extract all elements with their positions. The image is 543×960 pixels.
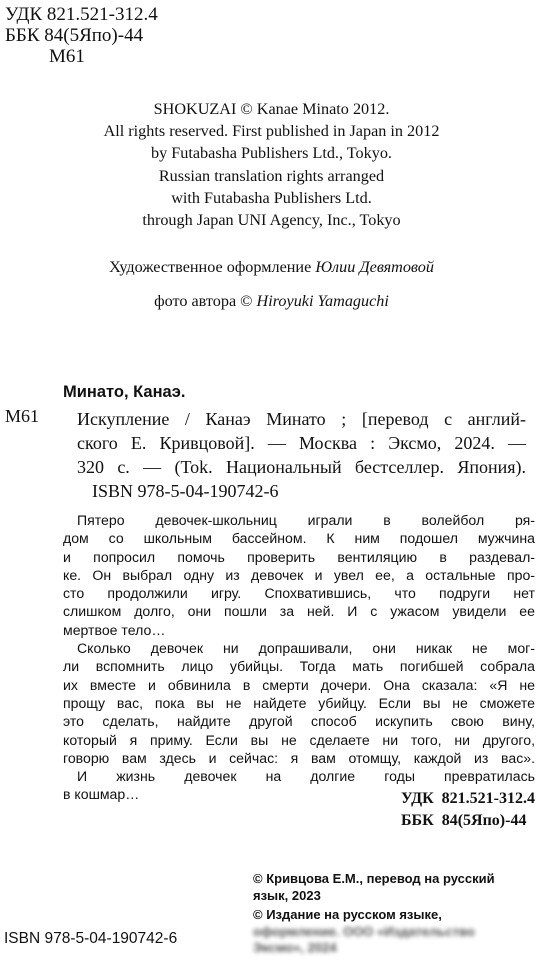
annotation-line: ке. Он выбрал одну из девочек и увел ее, а остальные про- (63, 566, 535, 583)
annotation (63, 511, 535, 804)
annotation-line: который я приму. Если вы не сделаете ни того, ни другого, (63, 731, 535, 748)
annotation-line: и попросил помочь проверить вентиляцию в раздевал- (63, 548, 535, 565)
bottom-udk (401, 788, 535, 810)
entry-sign: М61 (5, 406, 40, 426)
copyright-block (253, 871, 543, 960)
copyright-line: © Издание на русском языке, (253, 907, 442, 922)
entry-line: Искупление / Канаэ Минато ; [перевод с англий- (77, 409, 526, 429)
bottom-isbn: ISBN 978-5-04-190742-6 (4, 930, 178, 947)
copyright-line: © Кривцова Е.М., перевод на русский (253, 871, 495, 886)
bottom-udk-value: 821.521-312.4 (441, 790, 535, 807)
entry-line: 320 с. — (Tok. Национальный бестселлер. Япония). (77, 457, 526, 477)
rights-line: with Futabasha Publishers Ltd. (171, 188, 372, 207)
bottom-bbk (401, 810, 535, 832)
annotation-line: прощу вас, пока вы не найдете убийцу. Если вы не сможете (63, 694, 535, 711)
annotation-line: говорю вам здесь и сейчас: я вам отомщу, каждой из вас». (63, 749, 535, 766)
classification-codes (5, 4, 158, 67)
annotation-line: это сделать, найдите другой способ искупить свою вину, (63, 713, 535, 730)
annotation-line: слишком долго, они пошли за ней. И с ужасом увидели ее (63, 603, 535, 620)
annotation-line: И жизнь девочек на долгие годы превратилась (77, 768, 535, 785)
udk-code: УДК 821.521-312.4 (5, 4, 158, 25)
designer-name: Юлии Девятовой (315, 258, 434, 276)
translation-copyright (253, 871, 543, 904)
bottom-bbk-label: ББК (400, 812, 434, 829)
annotation-line: их вместе и обвинила в смерти дочери. Она сказала: «Я не (63, 676, 535, 693)
rights-line: through Japan UNI Agency, Inc., Tokyo (142, 211, 401, 230)
annotation-line: ли вспомнить лицо убийцы. Тогда мать погибшей собрала (63, 658, 535, 675)
bottom-bbk-value: 84(5Япо)-44 (441, 812, 527, 829)
annotation-line: Сколько девочек ни допрашивали, они никак не мог- (77, 640, 535, 657)
bottom-udk-label: УДК (400, 790, 434, 807)
copyright-line: Эксмо», 2024 (253, 940, 337, 955)
entry-author: Минато, Канаэ. (63, 383, 186, 401)
photo-credit (0, 292, 543, 311)
rights-block (0, 98, 543, 231)
rights-line: Russian translation rights arranged (158, 166, 385, 185)
copyright-line: язык, 2023 (253, 887, 321, 903)
photographer-name: Hiroyuki Yamaguchi (256, 292, 389, 310)
bbk-code: ББК 84(5Япо)-44 (5, 25, 144, 46)
photo-credit-prefix: фото автора © (154, 292, 257, 310)
annotation-line: сто продолжили игру. Спохватившись, что подруги нет (63, 585, 535, 602)
entry-isbn: ISBN 978-5-04-190742-6 (92, 481, 279, 501)
author-sign: М61 (49, 46, 85, 67)
annotation-line: мертвое тело… (63, 621, 166, 638)
rights-line: SHOKUZAI © Kanae Minato 2012. (153, 100, 390, 118)
rights-line: All rights reserved. First published in Japan in 2012 (103, 122, 440, 141)
annotation-line: Пятеро девочек-школьниц играли в волейбол ря- (77, 512, 535, 528)
bottom-codes (401, 788, 535, 832)
entry-line: ского Е. Кривцовой]. — Москва : Эксмо, 2024. — (77, 433, 526, 453)
annotation-line: дом со школьным бассейном. К ним подошел мужчина (63, 530, 535, 547)
annotation-line: в кошмар… (63, 786, 140, 803)
edition-copyright (253, 907, 543, 957)
design-credit (0, 258, 543, 277)
rights-line: by Futabasha Publishers Ltd., Tokyo. (151, 144, 392, 163)
bibliographic-entry (77, 407, 526, 479)
copyright-line: оформление. ООО «Издательство (253, 923, 475, 939)
design-credit-prefix: Художественное оформление (109, 258, 316, 276)
